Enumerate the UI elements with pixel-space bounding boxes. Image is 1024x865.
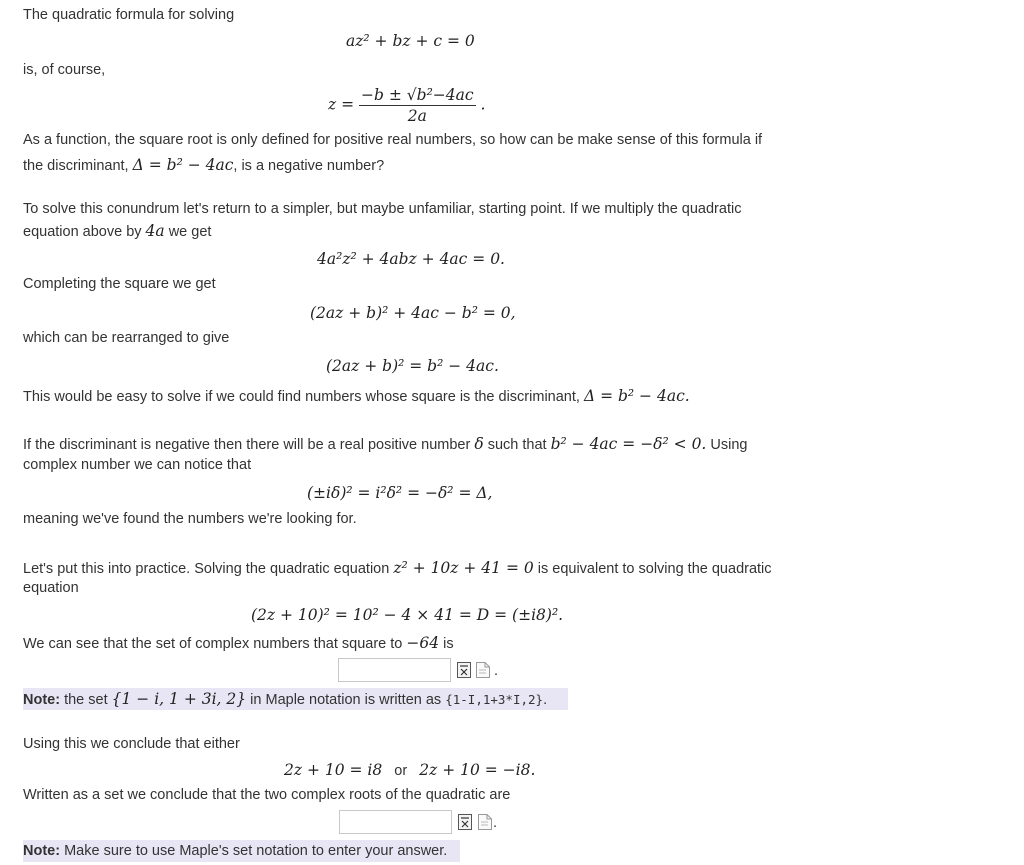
formula-lhs: z =	[328, 95, 355, 114]
found-text: meaning we've found the numbers we're looking for.	[23, 511, 357, 527]
practice-suffix: is equivalent to solving the quadratic	[537, 561, 772, 577]
conundrum-line2	[23, 222, 211, 240]
practice-line1	[23, 559, 772, 577]
formula-denominator: 2a	[407, 107, 427, 125]
set-prefix: We can see that the set of complex numbers that square to	[23, 636, 403, 652]
delta-equation: (±iδ)² = i²δ² = −δ² = Δ,	[307, 484, 493, 502]
answer2-period: .	[493, 815, 498, 831]
help-document-icon[interactable]	[478, 814, 492, 830]
negative-mid: such that	[487, 437, 547, 453]
negative-math: b² − 4ac = −δ² < 0.	[550, 435, 707, 453]
note1-text-pre: the set	[64, 692, 108, 708]
delta-symbol: δ	[474, 435, 484, 453]
function-paragraph-line2	[23, 156, 384, 174]
conundrum-math: 4a	[145, 222, 165, 240]
answer1-period: .	[494, 663, 499, 679]
discriminant-math: Δ = b² − 4ac	[132, 156, 234, 174]
note1-math: {1 − i, 1 + 3i, 2}	[111, 690, 247, 708]
answer-input-2[interactable]	[339, 810, 452, 834]
note2-label: Note:	[23, 843, 61, 859]
note2-text: Make sure to use Maple's set notation to enter your answer.	[64, 843, 448, 859]
using-text: Using this we conclude that either	[23, 736, 240, 752]
quadratic-equation: az² + bz + c = 0	[346, 32, 475, 50]
conundrum-suffix: we get	[168, 224, 212, 240]
rearranged-text: which can be rearranged to give	[23, 330, 230, 346]
help-document-icon[interactable]	[476, 662, 490, 678]
example-equation: (2z + 10)² = 10² − 4 × 41 = D = (±i8)².	[251, 606, 564, 624]
conundrum-line1: To solve this conundrum let's return to a simpler, but maybe unfamiliar, starting point. If we multiply the quadratic	[23, 201, 742, 217]
either-equation-2: 2z + 10 = −i8.	[419, 761, 536, 779]
or-text: or	[394, 763, 408, 779]
formula-end: .	[480, 95, 486, 114]
quadratic-formula	[328, 86, 485, 125]
complex-number-text: complex number we can notice that	[23, 457, 252, 473]
easy-prefix: This would be easy to solve if we could find numbers whose square is the discriminant,	[23, 389, 580, 405]
practice-prefix: Let's put this into practice. Solving the quadratic equation	[23, 561, 390, 577]
formula-fraction	[359, 86, 476, 125]
of-course-text: is, of course,	[23, 62, 106, 78]
completed-square-equation: (2az + b)² + 4ac − b² = 0,	[310, 304, 516, 322]
rearranged-equation: (2az + b)² = b² − 4ac.	[326, 357, 499, 375]
either-equations	[284, 761, 535, 779]
set-math: −64	[406, 634, 440, 652]
discriminant-suffix: , is a negative number?	[233, 158, 385, 174]
negative-prefix: If the discriminant is negative then there will be a real positive number	[23, 437, 471, 453]
note1-code: {1-I,1+3*I,2}	[445, 692, 544, 707]
note-maple-notation	[23, 688, 568, 710]
note1-end: .	[543, 692, 548, 708]
note1-label: Note:	[23, 692, 61, 708]
conundrum-prefix: equation above by	[23, 224, 142, 240]
practice-math: z² + 10z + 41 = 0	[393, 559, 534, 577]
set-suffix: is	[443, 636, 454, 652]
roots-text: Written as a set we conclude that the two complex roots of the quadratic are	[23, 787, 511, 803]
equation-preview-icon[interactable]	[457, 662, 471, 678]
note-set-notation	[23, 840, 460, 862]
formula-numerator: −b ± √b²−4ac	[361, 86, 474, 104]
intro-text: The quadratic formula for solving	[23, 7, 235, 23]
discriminant-prefix: the discriminant,	[23, 158, 129, 174]
either-equation-1: 2z + 10 = i8	[284, 761, 383, 779]
answer-input-1[interactable]	[338, 658, 451, 682]
function-paragraph-line1: As a function, the square root is only defined for positive real numbers, so how can be make sense of this formula if	[23, 132, 763, 148]
set-text	[23, 634, 454, 652]
negative-discriminant-line1	[23, 435, 747, 453]
multiplied-equation: 4a²z² + 4abz + 4ac = 0.	[317, 250, 505, 268]
easy-math: Δ = b² − 4ac.	[583, 387, 690, 405]
equation-preview-icon[interactable]	[458, 814, 472, 830]
easy-solve-text	[23, 387, 690, 405]
equation-word: equation	[23, 580, 79, 596]
completing-text: Completing the square we get	[23, 276, 216, 292]
negative-suffix: Using	[710, 437, 748, 453]
note1-text-mid: in Maple notation is written as	[250, 692, 442, 708]
